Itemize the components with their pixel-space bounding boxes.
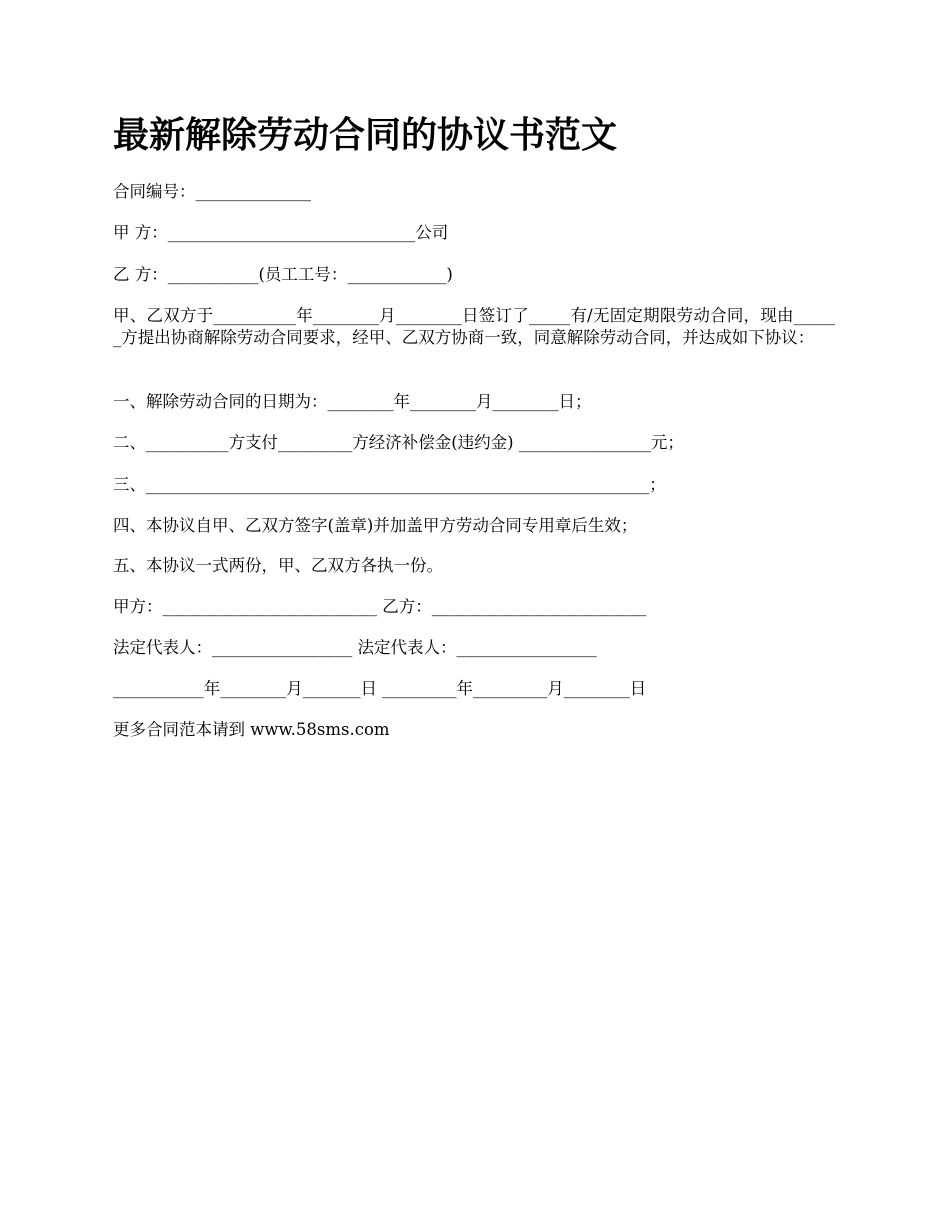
clause-5: 五、本协议一式两份，甲、乙双方各执一份。 [113, 556, 443, 575]
clause-4: 四、本协议自甲、乙双方签字(盖章)并加盖甲方劳动合同专用章后生效； [113, 516, 638, 535]
footer-link-text: 更多合同范本请到 www.58sms.com [113, 720, 390, 739]
clause-3: 三、_____________________________________________________________； [113, 475, 666, 494]
party-b-line: 乙 方：___________(员工工号：____________) [113, 265, 453, 284]
date-line: ___________年________月_______日 _________年_________月________日 [113, 679, 647, 698]
signature-line: 甲方：__________________________ 乙方：__________________________ [113, 597, 647, 616]
clause-1: 一、解除劳动合同的日期为：________年________月________日； [113, 392, 592, 411]
party-a-line: 甲 方：______________________________公司 [113, 223, 449, 242]
intro-paragraph: 甲、乙双方于__________年________月________日签订了_____有/无固定期限劳动合同，现由______方提出协商解除劳动合同要求，经甲、乙双方协商一致，同意解除劳动合同，并达成如下协议： [113, 306, 835, 347]
legal-representative-line: 法定代表人：_________________ 法定代表人：_________________ [113, 638, 597, 657]
document-title: 最新解除劳动合同的协议书范文 [113, 115, 618, 156]
clause-2: 二、__________方支付_________方经济补偿金(违约金) ________________元； [113, 433, 684, 452]
contract-number-line: 合同编号：______________ [113, 182, 311, 201]
